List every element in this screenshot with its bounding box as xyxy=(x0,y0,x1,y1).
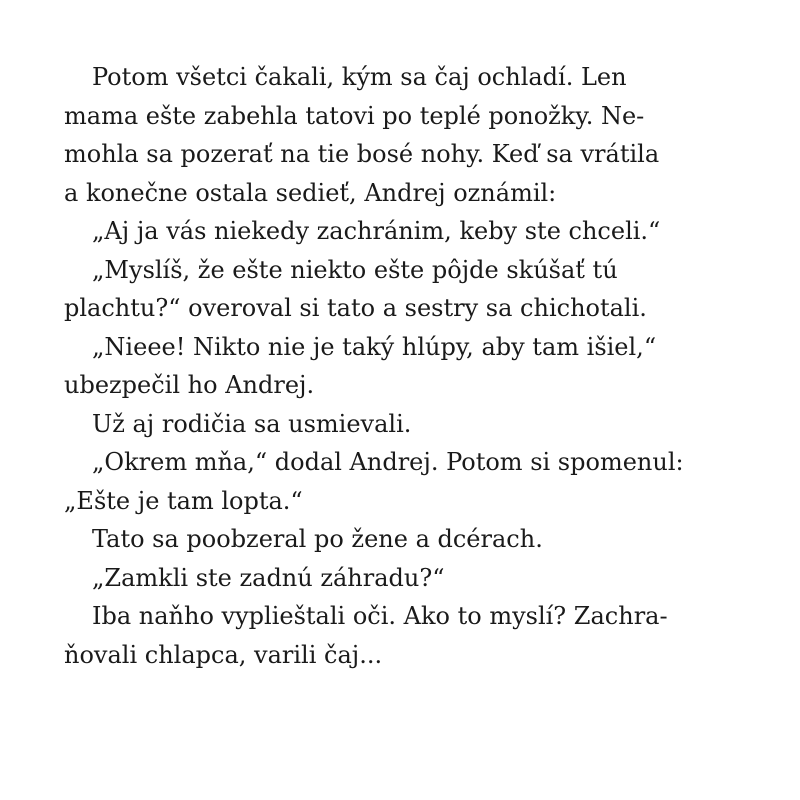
text-line: „Ešte je tam lopta.“ xyxy=(64,486,303,515)
text-line: ňovali chlapca, varili čaj... xyxy=(64,640,383,669)
text-line: „Nieee! Nikto nie je taký hlúpy, aby tam išiel,“ xyxy=(92,332,657,361)
text-line: mama ešte zabehla tatovi po teplé ponožky. Ne- xyxy=(64,101,645,130)
text-line: „Myslíš, že ešte niekto ešte pôjde skúšať tú xyxy=(92,255,618,284)
text-line: Iba naňho vyplieštali oči. Ako to myslí? Zachra- xyxy=(92,602,668,630)
text-line: „Aj ja vás niekedy zachránim, keby ste chceli.“ xyxy=(92,217,661,245)
text-line: Už aj rodičia sa usmievali. xyxy=(92,409,412,438)
text-line: Tato sa poobzeral po žene a dcérach. xyxy=(92,525,543,553)
story-text xyxy=(64,58,744,674)
text-line: ubezpečil ho Andrej. xyxy=(64,371,315,399)
text-line: a konečne ostala sedieť, Andrej oznámil: xyxy=(64,178,557,207)
text-line: Potom všetci čakali, kým sa čaj ochladí. Len xyxy=(92,63,627,91)
text-line: mohla sa pozerať na tie bosé nohy. Keď sa vrátila xyxy=(64,140,660,168)
text-line: „Zamkli ste zadnú záhradu?“ xyxy=(92,563,445,592)
text-line: „Okrem mňa,“ dodal Andrej. Potom si spomenul: xyxy=(92,448,684,476)
text-line: plachtu?“ overoval si tato a sestry sa chichotali. xyxy=(64,294,647,322)
